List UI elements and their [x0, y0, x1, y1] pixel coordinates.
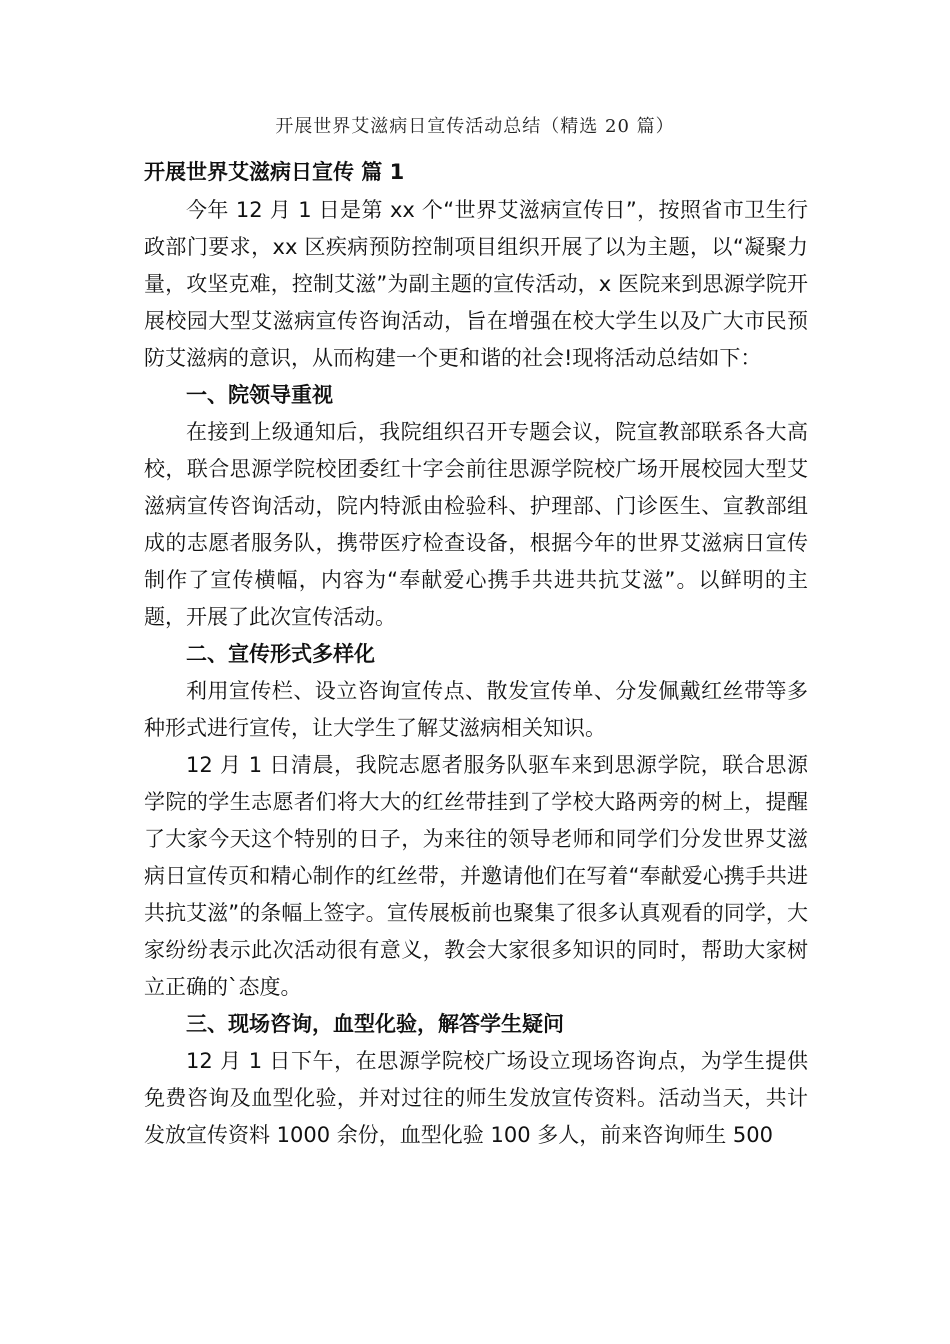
paragraph-intro: 今年 12 月 1 日是第 xx 个“世界艾滋病宣传日”，按照省市卫生行政部门要求，xx 区疾病预防控制项目组织开展了以为主题，以“凝聚力量，攻坚克难，控制艾滋”为副主题的宣传活动，x 医院来到思源学院开展校园大型艾滋病宣传咨询活动，旨在增强在校大学生以及广大市民预防艾滋病的意识，从而构建一个更和谐的社会!现将活动总结如下： — [144, 198, 808, 370]
section-heading-1: 一、院领导重视 — [186, 383, 333, 407]
article-title: 开展世界艾滋病日宣传 篇 1 — [144, 160, 405, 184]
paragraph-section-3: 12 月 1 日下午，在思源学院校广场设立现场咨询点，为学生提供免费咨询及血型化验，并对过往的师生发放宣传资料。活动当天，共计发放宣传资料 1000 余份，血型化验 100 多人，前来咨询师生 500 — [144, 1049, 808, 1147]
section-heading-2: 二、宣传形式多样化 — [186, 642, 375, 666]
paragraph-section-2a: 利用宣传栏、设立咨询宣传点、散发宣传单、分发佩戴红丝带等多种形式进行宣传，让大学生了解艾滋病相关知识。 — [144, 679, 808, 740]
section-heading-3: 三、现场咨询，血型化验，解答学生疑问 — [186, 1012, 564, 1036]
paragraph-section-2b: 12 月 1 日清晨，我院志愿者服务队驱车来到思源学院，联合思源学院的学生志愿者们将大大的红丝带挂到了学校大路两旁的树上，提醒了大家今天这个特别的日子，为来往的领导老师和同学们分发世界艾滋病日宣传页和精心制作的红丝带，并邀请他们在写着“奉献爱心携手共进共抗艾滋”的条幅上签字。宣传展板前也聚集了很多认真观看的同学，大家纷纷表示此次活动很有意义，教会大家很多知识的同时，帮助大家树立正确的`态度。 — [144, 753, 808, 999]
paragraph-section-1: 在接到上级通知后，我院组织召开专题会议，院宣教部联系各大高校，联合思源学院校团委红十字会前往思源学院校广场开展校园大型艾滋病宣传咨询活动，院内特派由检验科、护理部、门诊医生、宣教部组成的志愿者服务队，携带医疗检查设备，根据今年的世界艾滋病日宣传制作了宣传横幅，内容为“奉献爱心携手共进共抗艾滋”。以鲜明的主题，开展了此次宣传活动。 — [144, 420, 808, 629]
document-body — [144, 152, 808, 1154]
document-title: 开展世界艾滋病日宣传活动总结（精选 20 篇） — [275, 116, 675, 137]
